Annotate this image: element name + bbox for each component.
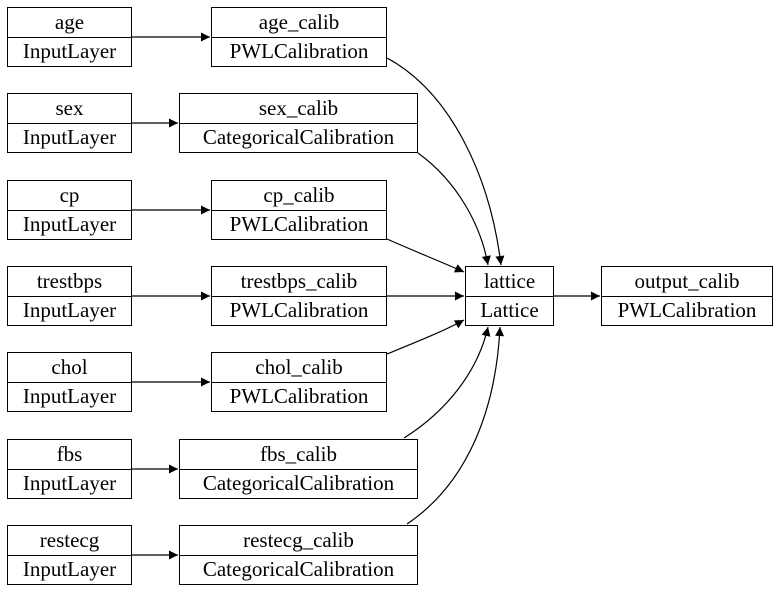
node-trestbps-calib-layer-type: PWLCalibration: [229, 298, 369, 323]
node-sex-calib: [179, 93, 418, 153]
node-lattice-title: lattice: [466, 267, 553, 297]
edge-restecg-calib-to-lattice: [407, 327, 500, 524]
node-chol-calib-layer-type: PWLCalibration: [229, 384, 369, 409]
node-trestbps-calib: [211, 266, 387, 326]
node-sex: [7, 93, 132, 153]
edge-sex-calib-to-lattice: [418, 153, 488, 265]
node-age-calib-title: age_calib: [212, 8, 386, 38]
node-restecg-calib-layer-type: CategoricalCalibration: [202, 557, 395, 582]
edge-chol-calib-to-lattice: [387, 320, 464, 354]
node-output-calib-title: output_calib: [602, 267, 772, 297]
node-output-calib: [601, 266, 773, 326]
edge-age-calib-to-lattice: [387, 58, 501, 265]
node-age-layer-type: InputLayer: [22, 39, 117, 64]
node-restecg-calib-title: restecg_calib: [180, 526, 417, 556]
node-cp: [7, 180, 132, 240]
node-fbs-title: fbs: [8, 440, 131, 470]
node-trestbps-layer-type: InputLayer: [22, 298, 117, 323]
node-fbs-calib-title: fbs_calib: [180, 440, 417, 470]
node-restecg: [7, 525, 132, 585]
node-lattice: [465, 266, 554, 326]
node-chol-calib-title: chol_calib: [212, 353, 386, 383]
node-trestbps: [7, 266, 132, 326]
node-age-calib-layer-type: PWLCalibration: [229, 39, 369, 64]
node-trestbps-calib-title: trestbps_calib: [212, 267, 386, 297]
node-fbs-calib-layer-type: CategoricalCalibration: [202, 471, 395, 496]
node-trestbps-title: trestbps: [8, 267, 131, 297]
node-restecg-calib: [179, 525, 418, 585]
node-fbs-calib: [179, 439, 418, 499]
node-sex-calib-layer-type: CategoricalCalibration: [202, 125, 395, 150]
node-age-title: age: [8, 8, 131, 38]
node-cp-calib-title: cp_calib: [212, 181, 386, 211]
node-cp-layer-type: InputLayer: [22, 212, 117, 237]
node-sex-calib-title: sex_calib: [180, 94, 417, 124]
node-sex-layer-type: InputLayer: [22, 125, 117, 150]
edge-fbs-calib-to-lattice: [404, 327, 488, 438]
node-age-calib: [211, 7, 387, 67]
node-output-calib-layer-type: PWLCalibration: [617, 298, 757, 323]
node-chol-calib: [211, 352, 387, 412]
node-sex-title: sex: [8, 94, 131, 124]
node-restecg-title: restecg: [8, 526, 131, 556]
node-restecg-layer-type: InputLayer: [22, 557, 117, 582]
node-lattice-layer-type: Lattice: [480, 298, 539, 323]
edge-cp-calib-to-lattice: [387, 239, 464, 272]
node-age: [7, 7, 132, 67]
node-cp-calib-layer-type: PWLCalibration: [229, 212, 369, 237]
node-chol-title: chol: [8, 353, 131, 383]
node-fbs-layer-type: InputLayer: [22, 471, 117, 496]
node-fbs: [7, 439, 132, 499]
node-cp-calib: [211, 180, 387, 240]
node-cp-title: cp: [8, 181, 131, 211]
node-chol: [7, 352, 132, 412]
node-chol-layer-type: InputLayer: [22, 384, 117, 409]
